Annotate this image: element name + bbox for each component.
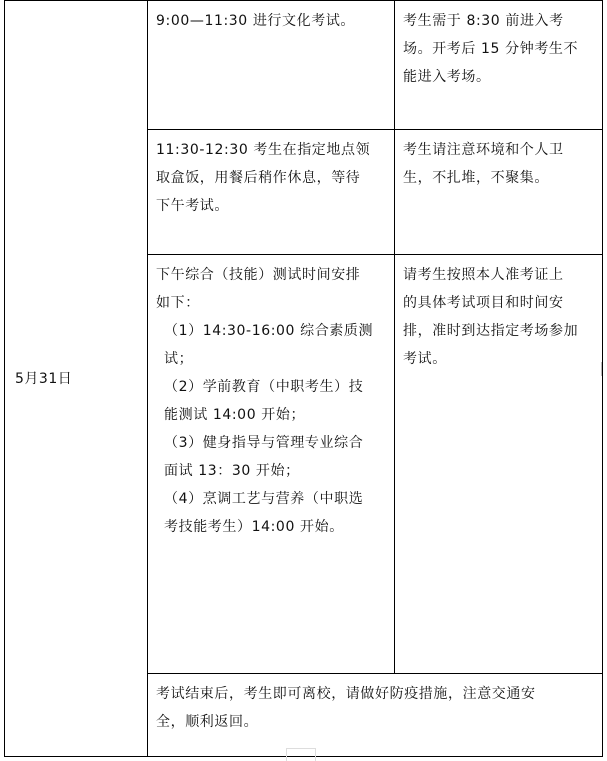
- closing-line: 全，顺利返回。: [156, 714, 259, 730]
- activity-line: 取盒饭，用餐后稍作休息，等待: [156, 170, 361, 186]
- page-edge-marker: [601, 362, 607, 376]
- activity-line: 下午考试。: [156, 198, 229, 214]
- activity-line: 11:30-12:30 考生在指定地点领: [156, 142, 371, 158]
- activity-line: （4）烹调工艺与营养（中职选: [164, 491, 364, 507]
- activity-line: 考技能考生）14:00 开始。: [164, 519, 344, 535]
- activity-line: 试；: [164, 351, 194, 367]
- note-line: 考试。: [403, 351, 447, 367]
- note-line: 场。开考后 15 分钟考生不: [403, 41, 579, 57]
- note-line: 的具体考试项目和时间安: [403, 295, 564, 311]
- activity-cell: [148, 1, 395, 130]
- note-line: 考生需于 8:30 前进入考: [403, 13, 564, 29]
- note-line: 排，准时到达指定考场参加: [403, 323, 579, 339]
- note-cell: [395, 255, 603, 674]
- note-cell: [395, 1, 603, 130]
- activity-line: 面试 13：30 开始；: [164, 463, 300, 479]
- page-bottom-marker: [286, 748, 316, 761]
- note-line: 能进入考场。: [403, 69, 491, 85]
- date-cell: [5, 1, 148, 757]
- schedule-row-morning: [5, 1, 603, 130]
- exam-schedule-table: [4, 0, 603, 757]
- note-cell: [395, 130, 603, 255]
- closing-line: 考试结束后，考生即可离校，请做好防疫措施，注意交通安: [156, 686, 536, 702]
- note-line: 生，不扎堆，不聚集。: [403, 170, 549, 186]
- note-line: 考生请注意环境和个人卫: [403, 142, 564, 158]
- activity-line: （3）健身指导与管理专业综合: [164, 435, 364, 451]
- date-label: 5月31日: [15, 370, 73, 387]
- activity-line: 如下：: [156, 295, 200, 311]
- closing-cell: [148, 674, 603, 757]
- activity-line: 能测试 14:00 开始；: [164, 407, 306, 423]
- activity-line: （2）学前教育（中职考生）技: [164, 379, 364, 395]
- note-line: 请考生按照本人准考证上: [403, 267, 564, 283]
- activity-cell: [148, 255, 395, 674]
- activity-cell: [148, 130, 395, 255]
- activity-line: （1）14:30-16:00 综合素质测: [164, 323, 374, 339]
- activity-line: 9:00—11:30 进行文化考试。: [156, 13, 356, 29]
- activity-line: 下午综合（技能）测试时间安排: [156, 267, 361, 283]
